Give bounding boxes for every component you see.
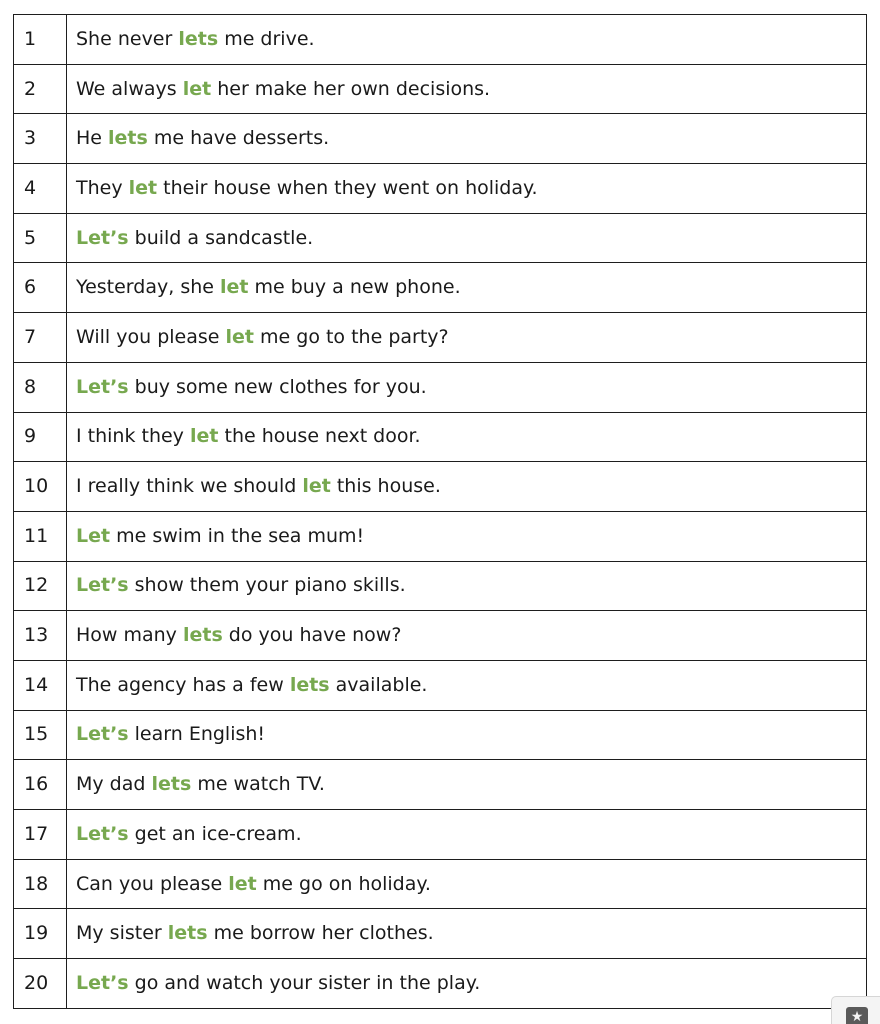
row-number: 11: [14, 511, 67, 561]
highlighted-word: Let’s: [76, 822, 129, 845]
highlighted-word: Let’s: [76, 574, 129, 597]
sentence-cell: [67, 511, 867, 561]
row-number: 6: [14, 263, 67, 313]
table-row: [14, 462, 867, 512]
row-number: 9: [14, 412, 67, 462]
highlighted-word: let: [128, 176, 158, 199]
table-row: [14, 263, 867, 313]
sentence-text-before: My sister: [76, 922, 168, 945]
sentence-text-after: learn English!: [128, 723, 266, 746]
sentence-cell: [67, 15, 867, 65]
highlighted-word: lets: [178, 27, 219, 50]
row-number: 5: [14, 213, 67, 263]
highlighted-word: lets: [108, 127, 148, 150]
sentence-text-after: me have desserts.: [147, 127, 330, 150]
sentence-cell: [67, 114, 867, 164]
sentence-text-before: She never: [76, 27, 179, 50]
sentence-cell: [67, 462, 867, 512]
row-number: 10: [14, 462, 67, 512]
sentence-text-after: the house next door.: [218, 425, 421, 448]
sentence-text-before: I really think we should: [76, 475, 303, 498]
sentence-cell: [67, 909, 867, 959]
sentence-cell: [67, 611, 867, 661]
highlighted-word: Let’s: [76, 723, 129, 746]
sentence-text-after: me drive.: [218, 27, 315, 50]
table-row: [14, 710, 867, 760]
sentence-text-before: Will you please: [76, 325, 226, 348]
row-number: 7: [14, 313, 67, 363]
highlighted-word: let: [189, 425, 219, 448]
table-row: [14, 760, 867, 810]
sentence-cell: [67, 561, 867, 611]
row-number: 3: [14, 114, 67, 164]
row-number: 13: [14, 611, 67, 661]
table-row: [14, 412, 867, 462]
examples-table-body: [14, 15, 867, 1009]
sentence-text-before: I think they: [76, 425, 190, 448]
table-row: [14, 511, 867, 561]
star-icon: ★: [846, 1007, 868, 1024]
table-row: [14, 660, 867, 710]
sentence-cell: [67, 412, 867, 462]
sentence-text-after: available.: [329, 673, 428, 696]
highlighted-word: Let’s: [76, 226, 129, 249]
sentence-text-after: get an ice-cream.: [128, 822, 302, 845]
highlighted-word: lets: [182, 624, 223, 647]
sentence-text-after: build a sandcastle.: [128, 226, 314, 249]
table-row: [14, 164, 867, 214]
highlighted-word: lets: [289, 673, 330, 696]
sentence-text-after: their house when they went on holiday.: [157, 176, 538, 199]
highlighted-word: let: [228, 872, 257, 895]
row-number: 17: [14, 810, 67, 860]
table-row: [14, 561, 867, 611]
sentence-text-after: buy some new clothes for you.: [128, 375, 427, 398]
row-number: 8: [14, 362, 67, 412]
row-number: 20: [14, 959, 67, 1009]
sentence-cell: [67, 710, 867, 760]
row-number: 4: [14, 164, 67, 214]
sentence-cell: [67, 859, 867, 909]
highlighted-word: let: [302, 475, 331, 498]
table-row: [14, 362, 867, 412]
highlighted-word: lets: [151, 773, 192, 796]
row-number: 18: [14, 859, 67, 909]
sentence-cell: [67, 313, 867, 363]
sentence-text-before: We always: [76, 77, 183, 100]
sentence-cell: [67, 362, 867, 412]
sentence-text-after: show them your piano skills.: [128, 574, 406, 597]
row-number: 19: [14, 909, 67, 959]
sentence-cell: [67, 760, 867, 810]
sentence-cell: [67, 660, 867, 710]
sentence-text-after: me go on holiday.: [256, 872, 431, 895]
table-row: [14, 213, 867, 263]
sentence-cell: [67, 959, 867, 1009]
table-row: [14, 64, 867, 114]
highlighted-word: lets: [167, 922, 208, 945]
row-number: 12: [14, 561, 67, 611]
row-number: 14: [14, 660, 67, 710]
row-number: 16: [14, 760, 67, 810]
highlighted-word: let: [219, 276, 249, 299]
highlighted-word: Let: [76, 524, 111, 547]
sentence-text-before: My dad: [76, 773, 152, 796]
sentence-text-before: Can you please: [76, 872, 229, 895]
sentence-text-after: her make her own decisions.: [211, 77, 491, 100]
sentence-text-before: The agency has a few: [76, 673, 290, 696]
sentence-cell: [67, 64, 867, 114]
table-row: [14, 959, 867, 1009]
table-row: [14, 611, 867, 661]
examples-table: [13, 14, 867, 1009]
sentence-text-after: do you have now?: [222, 624, 402, 647]
sentence-text-after: me swim in the sea mum!: [110, 524, 365, 547]
table-row: [14, 909, 867, 959]
sentence-text-after: me go to the party?: [253, 325, 449, 348]
table-row: [14, 15, 867, 65]
sentence-text-before: They: [76, 176, 129, 199]
highlighted-word: let: [182, 77, 212, 100]
sentence-text-before: He: [76, 127, 109, 150]
sentence-text-after: go and watch your sister in the play.: [128, 971, 481, 994]
table-row: [14, 114, 867, 164]
highlighted-word: Let’s: [76, 375, 129, 398]
sentence-text-after: me buy a new phone.: [248, 276, 461, 299]
row-number: 1: [14, 15, 67, 65]
sentence-text-after: this house.: [330, 475, 441, 498]
table-row: [14, 313, 867, 363]
row-number: 15: [14, 710, 67, 760]
highlighted-word: let: [225, 325, 254, 348]
sentence-text-before: Yesterday, she: [76, 276, 220, 299]
row-number: 2: [14, 64, 67, 114]
table-row: [14, 859, 867, 909]
sentence-cell: [67, 263, 867, 313]
sentence-text-after: me watch TV.: [191, 773, 325, 796]
highlighted-word: Let’s: [76, 971, 129, 994]
sentence-cell: [67, 810, 867, 860]
table-row: [14, 810, 867, 860]
corner-widget-button[interactable]: [831, 996, 880, 1024]
sentence-text-before: How many: [76, 624, 183, 647]
sentence-cell: [67, 213, 867, 263]
sentence-cell: [67, 164, 867, 214]
sentence-text-after: me borrow her clothes.: [207, 922, 434, 945]
